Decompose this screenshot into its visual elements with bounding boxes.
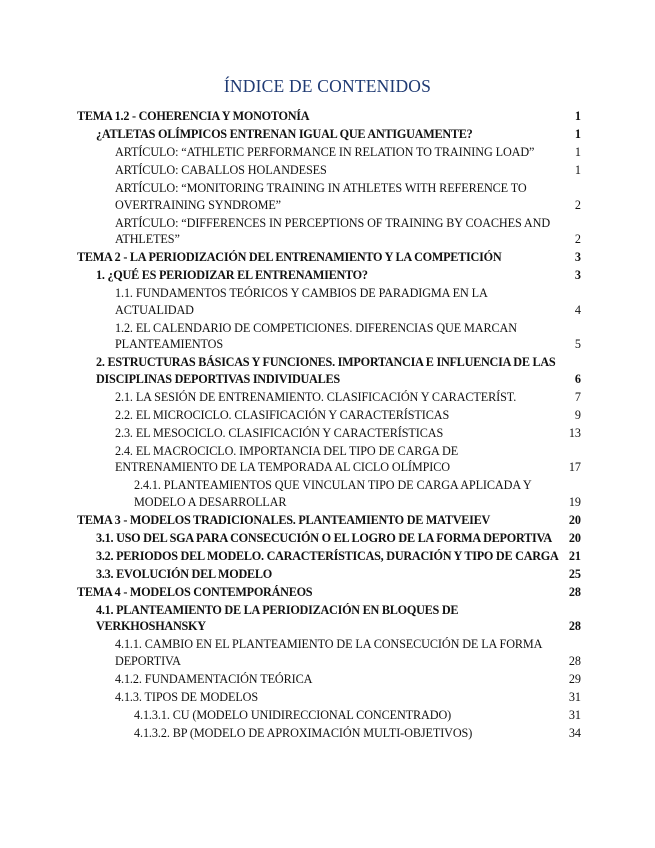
toc-entry-page: 13	[568, 425, 581, 440]
toc-entry-page: 1	[574, 162, 581, 177]
toc-entry-text: ARTÍCULO: CABALLOS HOLANDESES	[115, 162, 327, 177]
toc-entry-4-1-3-1[interactable]	[77, 707, 581, 724]
toc-entry-text: 2.3. EL MESOCICLO. CLASIFICACIÓN Y CARACTERÍSTICAS	[115, 425, 444, 440]
toc-entry-articulo-differences[interactable]	[77, 215, 581, 248]
toc-entry-page: 31	[568, 689, 581, 704]
toc-entry-3-2[interactable]	[77, 548, 581, 565]
toc-entry-page: 1	[574, 144, 581, 159]
toc-entry-page: 25	[568, 566, 581, 581]
toc-entry-text: 4.1.3. TIPOS DE MODELOS	[115, 689, 259, 704]
toc-entry-page: 34	[568, 725, 581, 740]
toc-entry-page: 9	[574, 407, 581, 422]
toc-entry-1-2[interactable]	[77, 320, 581, 353]
toc-entry-2-4[interactable]	[77, 443, 581, 476]
toc-entry-text: 2. ESTRUCTURAS BÁSICAS Y FUNCIONES. IMPORTANCIA E INFLUENCIA DE LAS DISCIPLINAS DEPORTIVAS INDIVIDUALES	[96, 355, 556, 386]
toc-entry-3-3[interactable]	[77, 566, 581, 583]
toc-entry-text: 3.3. EVOLUCIÓN DEL MODELO	[96, 566, 273, 581]
toc-entry-page: 20	[568, 530, 581, 545]
toc-entry-page: 19	[568, 494, 581, 509]
toc-entry-tema-3[interactable]	[77, 512, 581, 529]
toc-entry-page: 1	[574, 109, 581, 123]
toc-entry-tema-1-2[interactable]	[77, 108, 581, 125]
toc-entry-text: ¿ATLETAS OLÍMPICOS ENTRENAN IGUAL QUE ANTIGUAMENTE?	[96, 126, 473, 141]
toc-entry-text: 4.1. PLANTEAMIENTO DE LA PERIODIZACIÓN EN BLOQUES DE VERKHOSHANSKY	[96, 602, 459, 634]
toc-entry-page: 28	[568, 584, 581, 599]
toc-entry-text: 1.1. FUNDAMENTOS TEÓRICOS Y CAMBIOS DE PARADIGMA EN LA ACTUALIDAD	[115, 286, 488, 317]
toc-entry-page: 21	[568, 548, 581, 563]
toc-entry-text: ARTÍCULO: “DIFFERENCES IN PERCEPTIONS OF TRAINING BY COACHES AND ATHLETES”	[115, 215, 551, 247]
toc-entry-2-1[interactable]	[77, 389, 581, 406]
toc-entry-articulo-athletic-performance[interactable]	[77, 144, 581, 161]
toc-entry-4-1[interactable]	[77, 602, 581, 635]
toc-entry-page: 20	[568, 512, 581, 527]
toc-entry-text: 2.1. LA SESIÓN DE ENTRENAMIENTO. CLASIFICACIÓN Y CARACTERÍST.	[115, 389, 517, 404]
toc-entry-text: TEMA 4 - MODELOS CONTEMPORÁNEOS	[77, 584, 313, 599]
toc-entry-page: 3	[574, 250, 581, 265]
toc-entry-4-1-3[interactable]	[77, 689, 581, 706]
toc-entry-articulo-monitoring[interactable]	[77, 180, 581, 213]
toc-entry-page: 4	[574, 302, 581, 317]
toc-entry-text: 4.1.2. FUNDAMENTACIÓN TEÓRICA	[115, 671, 313, 686]
toc-entry-2-4-1[interactable]	[77, 477, 581, 510]
toc-entry-estructuras-basicas[interactable]	[77, 354, 581, 387]
toc-entry-2-3[interactable]	[77, 425, 581, 442]
toc-entry-page: 2	[574, 197, 581, 212]
toc-entry-que-es-periodizar[interactable]	[77, 267, 581, 284]
toc-entry-page: 1	[574, 126, 581, 141]
toc-entry-text: 4.1.1. CAMBIO EN EL PLANTEAMIENTO DE LA CONSECUCIÓN DE LA FORMA DEPORTIVA	[115, 637, 542, 668]
toc-entry-page: 3	[574, 268, 581, 283]
toc-entry-1-1[interactable]	[77, 285, 581, 318]
toc-entry-text: 4.1.3.1. CU (MODELO UNIDIRECCIONAL CONCENTRADO)	[134, 707, 452, 722]
toc-entry-page: 28	[568, 619, 581, 634]
toc-entry-text: 1.2. EL CALENDARIO DE COMPETICIONES. DIFERENCIAS QUE MARCAN PLANTEAMIENTOS	[115, 320, 517, 352]
toc-entry-text: 2.2. EL MICROCICLO. CLASIFICACIÓN Y CARACTERÍSTICAS	[115, 407, 450, 422]
toc-entry-page: 29	[568, 671, 581, 686]
toc-entry-text: TEMA 1.2 - COHERENCIA Y MONOTONÍA	[77, 109, 310, 123]
toc-entry-4-1-1[interactable]	[77, 636, 581, 669]
table-of-contents	[77, 108, 581, 743]
toc-entry-tema-2[interactable]	[77, 249, 581, 266]
toc-entry-page: 2	[574, 232, 581, 247]
toc-entry-text: 3.2. PERIODOS DEL MODELO. CARACTERÍSTICAS, DURACIÓN Y TIPO DE CARGA	[96, 548, 559, 563]
toc-entry-text: ARTÍCULO: “ATHLETIC PERFORMANCE IN RELATION TO TRAINING LOAD”	[115, 144, 535, 159]
toc-entry-4-1-3-2[interactable]	[77, 725, 581, 742]
toc-entry-articulo-caballos[interactable]	[77, 162, 581, 179]
toc-entry-page: 31	[568, 707, 581, 722]
toc-entry-page: 6	[574, 371, 581, 386]
toc-entry-3-1[interactable]	[77, 530, 581, 547]
toc-entry-text: 2.4.1. PLANTEAMIENTOS QUE VINCULAN TIPO DE CARGA APLICADA Y MODELO A DESARROLLAR	[134, 478, 532, 509]
toc-entry-text: 1. ¿QUÉ ES PERIODIZAR EL ENTRENAMIENTO?	[96, 268, 368, 283]
toc-entry-text: TEMA 2 - LA PERIODIZACIÓN DEL ENTRENAMIENTO Y LA COMPETICIÓN	[77, 250, 502, 265]
toc-entry-tema-4[interactable]	[77, 584, 581, 601]
toc-entry-page: 28	[568, 654, 581, 668]
toc-entry-page: 17	[568, 460, 581, 475]
toc-entry-text: 3.1. USO DEL SGA PARA CONSECUCIÓN O EL LOGRO DE LA FORMA DEPORTIVA	[96, 530, 552, 545]
toc-entry-atletas-olimpicos[interactable]	[77, 126, 581, 143]
toc-entry-text: 2.4. EL MACROCICLO. IMPORTANCIA DEL TIPO DE CARGA DE ENTRENAMIENTO DE LA TEMPORADA AL CICLO OLÍMPICO	[115, 443, 459, 475]
toc-entry-4-1-2[interactable]	[77, 671, 581, 688]
toc-entry-page: 7	[574, 389, 581, 404]
toc-entry-page: 5	[574, 337, 581, 352]
toc-entry-text: ARTÍCULO: “MONITORING TRAINING IN ATHLETES WITH REFERENCE TO OVERTRAINING SYNDROME”	[115, 180, 527, 212]
toc-entry-text: TEMA 3 - MODELOS TRADICIONALES. PLANTEAMIENTO DE MATVEIEV	[77, 512, 491, 527]
toc-title: ÍNDICE DE CONTENIDOS	[223, 76, 432, 96]
toc-entry-text: 4.1.3.2. BP (MODELO DE APROXIMACIÓN MULTI-OBJETIVOS)	[134, 725, 473, 740]
toc-entry-2-2[interactable]	[77, 407, 581, 424]
